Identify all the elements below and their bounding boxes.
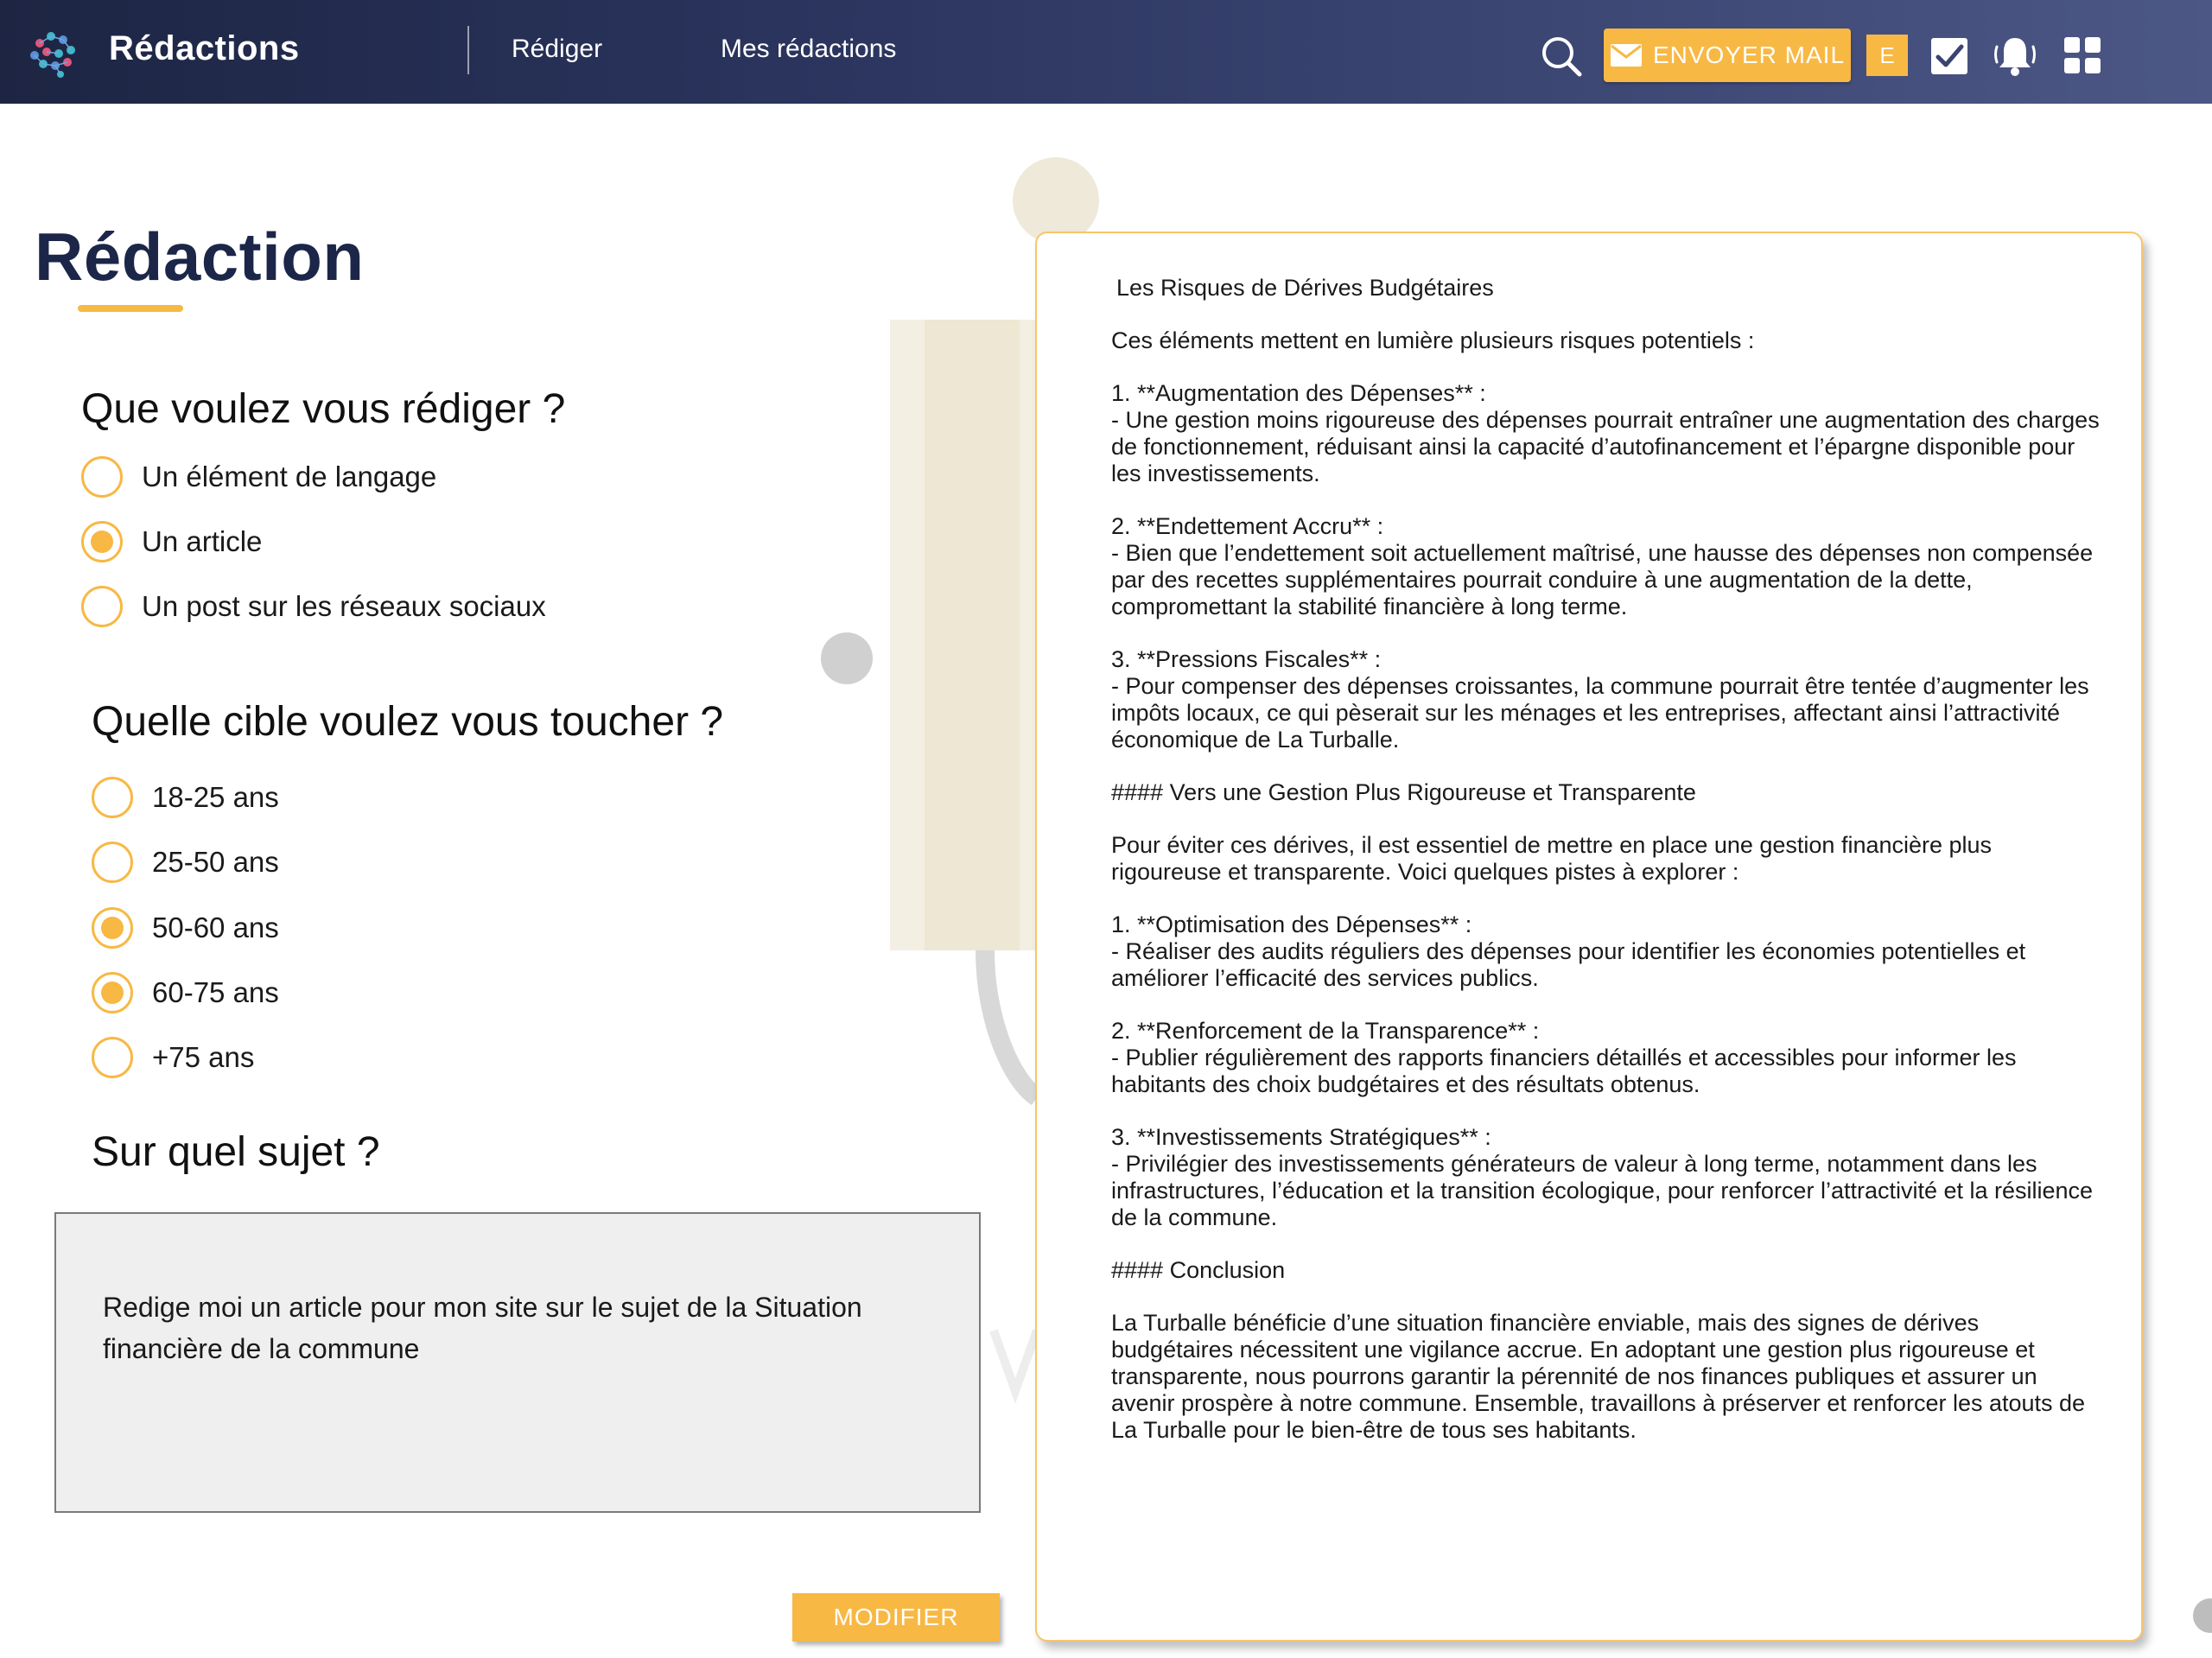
option-label: Un élément de langage (142, 461, 437, 492)
article-paragraph: Pour éviter ces dérives, il est essentiel de mettre en place une gestion financière plus rigoureuse et transparente. Voici quelques pistes à explorer : (1111, 832, 1993, 885)
nav-rediger[interactable]: Rédiger (512, 35, 603, 63)
target-option-25-50[interactable] (92, 842, 279, 883)
article-panel[interactable] (1035, 232, 2143, 1642)
title-underline (78, 305, 183, 312)
header-divider (467, 26, 469, 74)
type-question: Que voulez vous rédiger ? (81, 386, 566, 432)
target-question: Quelle cible voulez vous toucher ? (92, 699, 724, 745)
article-paragraph: 1. **Optimisation des Dépenses** : - Réaliser des audits réguliers des dépenses pour identifier les économies potentielles et améliorer l’efficacité des services publics. (1111, 912, 2026, 991)
subject-question: Sur quel sujet ? (92, 1129, 380, 1175)
app-title: Rédactions (109, 29, 300, 67)
radio-button[interactable] (92, 1037, 133, 1078)
radio-button-checked[interactable] (92, 907, 133, 949)
target-option-60-75[interactable] (92, 972, 279, 1013)
article-title: Les Risques de Dérives Budgétaires (1116, 275, 1494, 301)
article-paragraph: 3. **Pressions Fiscales** : - Pour compenser des dépenses croissantes, la commune pourrait être tentée d’augmenter les impôts locaux, ce qui pèserait sur les ménages et les entreprises, affectant ainsi l’attractivité économique de La Turballe. (1111, 646, 2089, 753)
mail-icon (1610, 43, 1643, 67)
subject-text[interactable]: Redige moi un article pour mon site sur le sujet de la Situation financière de la commune (103, 1292, 862, 1364)
type-option-article[interactable] (81, 521, 262, 562)
article-paragraph: 1. **Augmentation des Dépenses** : - Une gestion moins rigoureuse des dépenses pourrait entraîner une augmentation des charges de fonctionnement, réduisant ainsi la capacité d’autofinancement et l’épargne disponible pour les investissements. (1111, 380, 2100, 486)
article-heading: #### Conclusion (1111, 1257, 1286, 1283)
radio-button[interactable] (92, 842, 133, 883)
option-label: 25-50 ans (152, 846, 279, 878)
target-option-50-60[interactable] (92, 907, 279, 949)
bell-icon[interactable] (1991, 31, 2039, 79)
article-paragraph: 3. **Investissements Stratégiques** : - Privilégier des investissements générateurs de valeur à long terme, notamment dans les infrastructures, l’éducation et la transition écologique, pour renforcer l’attractivité et la résilience de la commune. (1111, 1124, 2094, 1230)
target-option-75-plus[interactable] (92, 1037, 254, 1078)
option-label: 60-75 ans (152, 976, 279, 1008)
article-paragraph: La Turballe bénéficie d’une situation financière enviable, mais des signes de dérives budgétaires nécessitent une vigilance accrue. En adoptant une gestion plus rigoureuse et transparente, nous pourrons garantir la pérennité de nos finances publiques et assurer un avenir prospère à notre commune. Ensemble, travaillons à préserver et renforcer les atouts de La Turballe pour le bien-être de tous ses habitants. (1111, 1310, 2086, 1443)
type-option-element-langage[interactable] (81, 456, 436, 498)
scroll-handle[interactable] (2193, 1598, 2212, 1633)
send-mail-button[interactable] (1604, 29, 1851, 82)
user-avatar[interactable]: E (1866, 35, 1908, 76)
article-paragraph: Ces éléments mettent en lumière plusieurs risques potentiels : (1111, 327, 1755, 353)
radio-button-checked[interactable] (81, 521, 123, 562)
check-icon[interactable] (1929, 36, 1969, 76)
option-label: +75 ans (152, 1041, 255, 1073)
grid-icon[interactable] (2063, 36, 2101, 74)
option-label: Un post sur les réseaux sociaux (142, 590, 546, 622)
radio-button-checked[interactable] (92, 972, 133, 1013)
option-label: 18-25 ans (152, 781, 279, 813)
article-paragraph: 2. **Renforcement de la Transparence** : - Publier régulièrement des rapports financiers détaillés et accessibles pour informer les habitants des choix budgétaires et des résultats obtenus. (1111, 1018, 2017, 1097)
page-title: Rédaction (35, 219, 365, 295)
option-label: Un article (142, 525, 263, 557)
option-label: 50-60 ans (152, 912, 279, 943)
type-option-post-reseaux[interactable] (81, 586, 546, 627)
nav-mes-redactions[interactable]: Mes rédactions (721, 35, 897, 63)
radio-button[interactable] (81, 456, 123, 498)
brain-logo-icon[interactable] (22, 24, 85, 86)
subject-input[interactable] (54, 1212, 981, 1513)
search-icon[interactable] (1540, 35, 1583, 78)
target-option-18-25[interactable] (92, 777, 279, 818)
radio-button[interactable] (81, 586, 123, 627)
radio-button[interactable] (92, 777, 133, 818)
article-paragraph: 2. **Endettement Accru** : - Bien que l’endettement soit actuellement maîtrisé, une hausse des dépenses non compensée par des recettes supplémentaires pourrait conduire à une augmentation de la dette, compromettant la stabilité financière à long terme. (1111, 513, 2094, 619)
send-mail-label: ENVOYER MAIL (1652, 41, 1846, 68)
modify-button[interactable]: MODIFIER (792, 1593, 1000, 1642)
article-heading: #### Vers une Gestion Plus Rigoureuse et Transparente (1111, 779, 1696, 805)
top-bar (0, 0, 2212, 104)
